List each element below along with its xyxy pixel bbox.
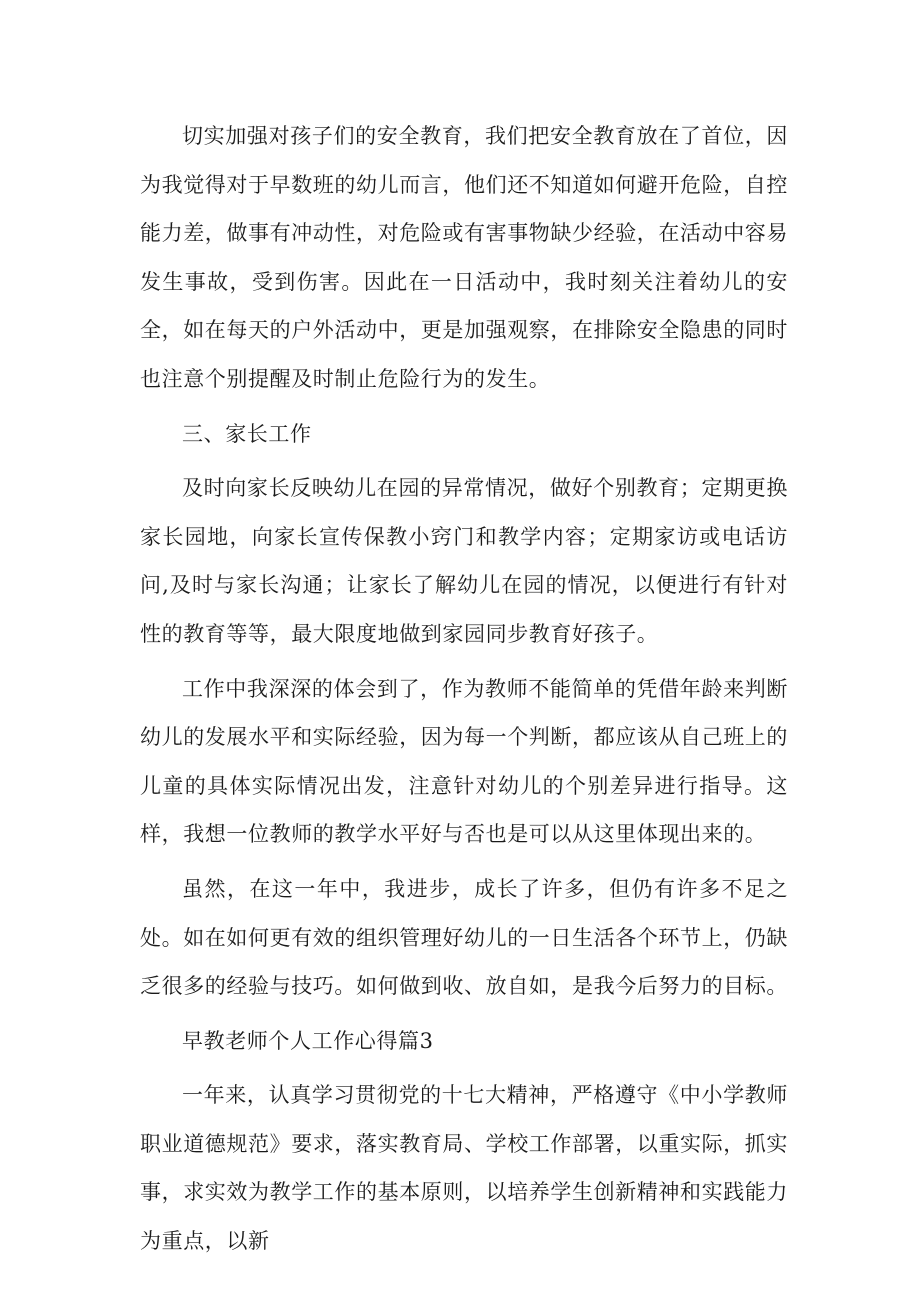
paragraph-shortcomings: 虽然，在这一年中，我进步，成长了许多，但仍有许多不足之处。如在如何更有效的组织管理好幼儿的一日生活各个环节上，仍缺乏很多的经验与技巧。如何做到收、放自如，是我今后努力的目标。 — [140, 876, 788, 999]
paragraph-safety-education: 切实加强对孩子们的安全教育，我们把安全教育放在了首位，因为我觉得对于早数班的幼儿而言，他们还不知道如何避开危险，自控能力差，做事有冲动性，对危险或有害事物缺少经验，在活动中容易发生事故，受到伤害。因此在一日活动中，我时刻关注着幼儿的安全，如在每天的户外活动中，更是加强观察，在排除安全隐患的同时也注意个别提醒及时制止危险行为的发生。 — [140, 124, 788, 391]
paragraph-work-reflection: 工作中我深深的体会到了，作为教师不能简单的凭借年龄来判断幼儿的发展水平和实际经验，因为每一个判断，都应该从自己班上的儿童的具体实际情况出发，注意针对幼儿的个别差异进行指导。这样，我想一位教师的教学水平好与否也是可以从这里体现出来的。 — [140, 676, 788, 847]
section-heading-parent-work: 三、家长工作 — [182, 421, 312, 446]
paragraph-parent-communication: 及时向家长反映幼儿在园的异常情况，做好个别教育；定期更换家长园地，向家长宣传保教小窍门和教学内容；定期家访或电话访问,及时与家长沟通；让家长了解幼儿在园的情况，以便进行有针对性的教育等等，最大限度地做到家园同步教育好孩子。 — [140, 476, 788, 646]
paragraph-yearly-summary: 一年来，认真学习贯彻党的十七大精神，严格遵守《中小学教师职业道德规范》要求，落实教育局、学校工作部署，以重实际，抓实事，求实效为教学工作的基本原则，以培养学生创新精神和实践能力为重点，以新 — [140, 1083, 788, 1254]
section-heading-article-3: 早教老师个人工作心得篇3 — [182, 1028, 434, 1053]
document-body — [140, 112, 788, 1272]
